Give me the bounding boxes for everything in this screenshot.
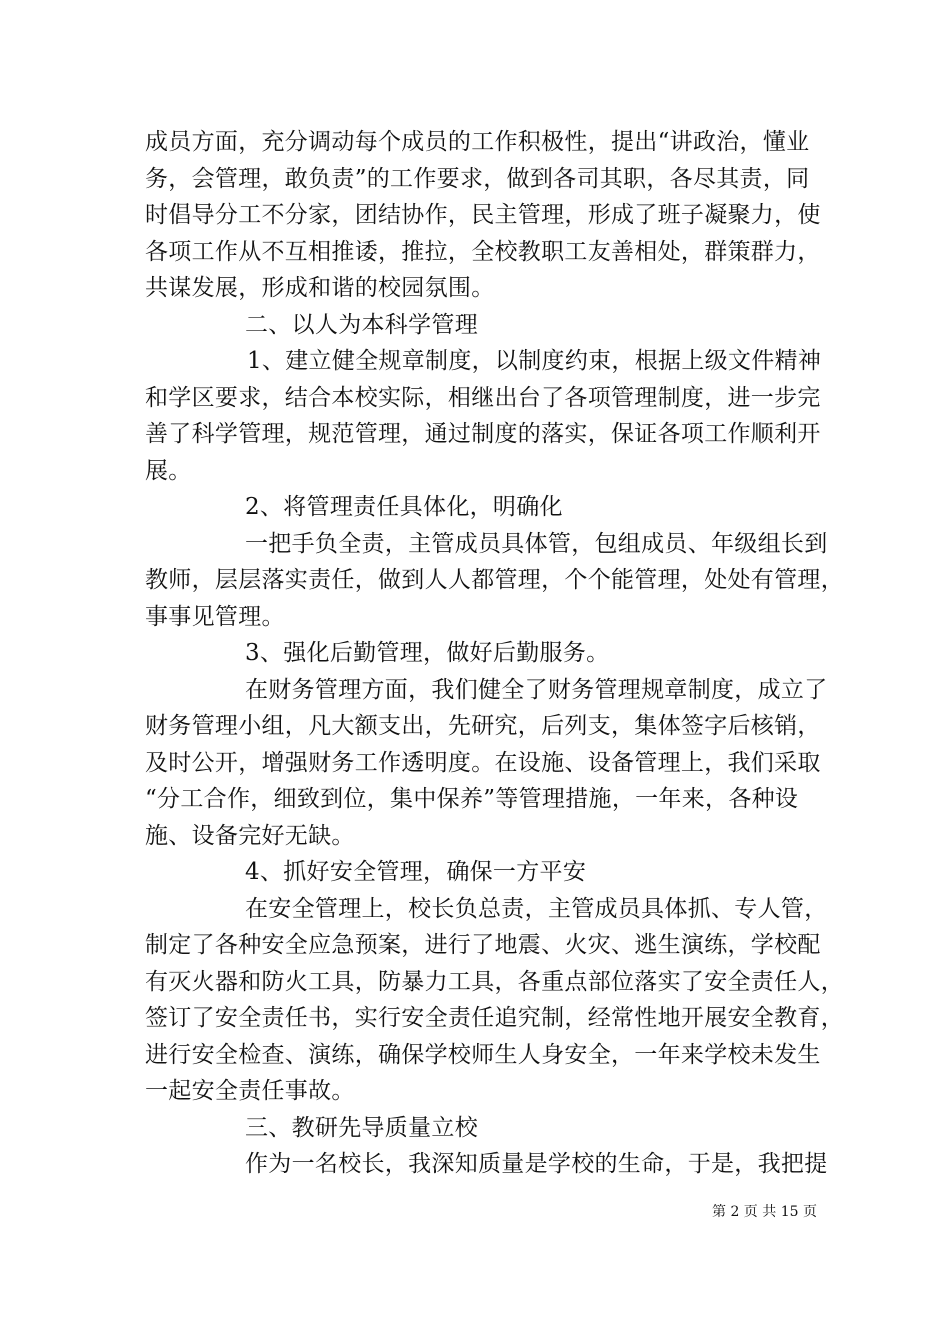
section-heading: 三、教研先导质量立校 — [245, 1115, 478, 1141]
paragraph-line: 各项工作从不互相推诿，推拉，全校教职工友善相处，群策群力， — [145, 239, 821, 265]
subsection-heading: 4、抓好安全管理，确保一方平安 — [245, 859, 587, 885]
subsection-heading: 3、强化后勤管理，做好后勤服务。 — [245, 640, 610, 666]
page-number: 第 2 页 共 15 页 — [712, 1204, 817, 1220]
paragraph-line: 一起安全责任事故。 — [145, 1078, 355, 1104]
paragraph-line: 一把手负全责，主管成员具体管，包组成员、年级组长到 — [245, 531, 828, 557]
paragraph-line: 及时公开，增强财务工作透明度。在设施、设备管理上，我们采取 — [145, 750, 821, 776]
paragraph-line: 时倡导分工不分家，团结协作，民主管理，形成了班子凝聚力，使 — [145, 202, 821, 228]
paragraph-line: 事事见管理。 — [145, 604, 285, 630]
paragraph-line: 签订了安全责任书，实行安全责任追究制，经常性地开展安全教育， — [145, 1005, 844, 1031]
paragraph-line: 展。 — [145, 458, 192, 484]
paragraph-line: 制定了各种安全应急预案，进行了地震、火灾、逃生演练，学校配 — [145, 932, 821, 958]
paragraph-line: 有灭火器和防火工具，防暴力工具，各重点部位落实了安全责任人， — [145, 969, 844, 995]
paragraph-line: 务，会管理，敢负责”的工作要求，做到各司其职，各尽其责，同 — [145, 166, 810, 192]
paragraph-line: 共谋发展，形成和谐的校园氛围。 — [145, 275, 495, 301]
paragraph-line: 财务管理小组，凡大额支出，先研究，后列支，集体签字后核销， — [145, 713, 821, 739]
subsection-heading: 1、建立健全规章制度，以制度约束，根据上级文件精神 — [247, 348, 822, 374]
paragraph-line: 成员方面，充分调动每个成员的工作积极性，提出“讲政治，懂业 — [145, 129, 810, 155]
paragraph-line: 进行安全检查、演练，确保学校师生人身安全，一年来学校未发生 — [145, 1042, 821, 1068]
paragraph-line: 善了科学管理，规范管理，通过制度的落实，保证各项工作顺利开 — [145, 421, 821, 447]
paragraph-line: 教师，层层落实责任，做到人人都管理，个个能管理，处处有管理， — [145, 567, 844, 593]
subsection-heading: 2、将管理责任具体化，明确化 — [245, 494, 563, 520]
paragraph-line: 在财务管理方面，我们健全了财务管理规章制度，成立了 — [245, 677, 828, 703]
paragraph-line: 作为一名校长，我深知质量是学校的生命，于是，我把提 — [245, 1151, 828, 1177]
paragraph-line: 施、设备完好无缺。 — [145, 823, 355, 849]
paragraph-line: 在安全管理上，校长负总责，主管成员具体抓、专人管， — [245, 896, 828, 922]
section-heading: 二、以人为本科学管理 — [245, 312, 478, 338]
paragraph-line: “分工合作，细致到位，集中保养”等管理措施，一年来，各种设 — [145, 786, 799, 812]
paragraph-line: 和学区要求，结合本校实际，相继出台了各项管理制度，进一步完 — [145, 385, 821, 411]
